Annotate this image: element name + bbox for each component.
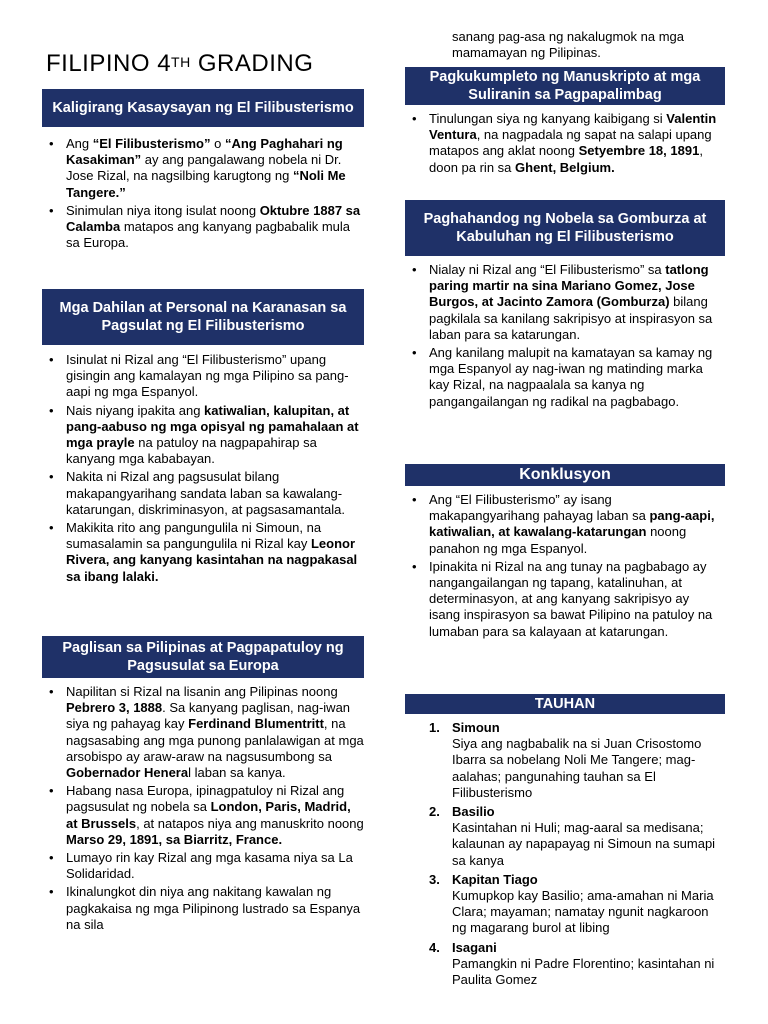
section-heading-paglisan: Paglisan sa Pilipinas at Pagpapatuloy ng Pagsusulat sa Europa [42, 636, 364, 678]
list-item: • Makikita rito ang pangungulila ni Simoun, na sumasalamin sa pangungulila ni Rizal kay Leonor Rivera, ang kanyang kasintahan na nagpakasal sa ibang lalaki. [46, 520, 364, 585]
section-heading-tauhan: TAUHAN [405, 694, 725, 714]
list-item: • Ang kanilang malupit na kamatayan sa kamay ng mga Espanyol ay nag-iwan ng matinding marka kay Rizal, na nagpaalala sa kanya ng pangangailangan ng radikal na pagbabago. [409, 345, 723, 410]
list-item: 2. Basilio Kasintahan ni Huli; mag-aaral sa medisana; kalaunan ay napapayag ni Simoun na sumapi sa kanya [429, 804, 716, 868]
list-item: • Ipinakita ni Rizal na ang tunay na pagbabago ay nangangailangan ng tapang, katalinuhan, at determinasyon, at ang kanyang sakripisyo ay isang inspirasyon sa bawat Pilipino na patuloy na lumaban para sa kalayaan at katarungan. [409, 559, 723, 640]
section-list-kaligiran [46, 136, 362, 253]
section-heading-kaligiran: Kaligirang Kasaysayan ng El Filibusterismo [42, 89, 364, 127]
list-item: • Sinimulan niya itong isulat noong Oktubre 1887 sa Calamba matapos ang kanyang pagbabalik mula sa Europa. [46, 203, 362, 252]
list-item: 1. Simoun Siya ang nagbabalik na si Juan Crisostomo Ibarra sa nobelang Noli Me Tangere; mag-aalahas; pangunahing tauhan sa El Filibusterismo [429, 720, 702, 800]
list-item: • Nais niyang ipakita ang katiwalian, kalupitan, at pang-aabuso ng mga opisyal ng pamahalaan at mga prayle na patuloy na nagpapahirap sa kanyang mga kababayan. [46, 403, 364, 468]
list-item: • Nialay ni Rizal ang “El Filibusterismo” sa tatlong paring martir na sina Mariano Gomez, Jose Burgos, at Jacinto Zamora (Gomburza) bilang pagkilala sa kanilang sakripisyo at inspirasyon sa laban para sa katarungan. [409, 262, 723, 343]
section-list-paglisan [46, 684, 364, 935]
list-item: • Ikinalungkot din niya ang nakitang kawalan ng pagkakaisa ng mga Pilipinong lustrado sa Espanya na sila [46, 884, 364, 933]
list-item: • Ang “El Filibusterismo” o “Ang Paghahari ng Kasakiman” ay ang pangalawang nobela ni Dr. Jose Rizal, na nagsilbing karugtong ng “Noli Me Tangere.” [46, 136, 362, 201]
list-item: • Isinulat ni Rizal ang “El Filibusterismo” upang gisingin ang kamalayan ng mga Pilipino sa pang-aapi ng mga Espanyol. [46, 352, 364, 401]
section-heading-paghahandog: Paghahandog ng Nobela sa Gomburza at Kabuluhan ng El Filibusterismo [405, 200, 725, 256]
list-item: • Tinulungan siya ng kanyang kaibigang si Valentin Ventura, na nagpadala ng sapat na salapi upang matapos ang aklat noong Setyembre 18, 1891, doon pa rin sa Ghent, Belgium. [409, 111, 723, 176]
section-heading-konklusyon: Konklusyon [405, 464, 725, 486]
list-item: • Napilitan si Rizal na lisanin ang Pilipinas noong Pebrero 3, 1888. Sa kanyang paglisan, nag-iwan siya ng pahayag kay Ferdinand Blumentritt, na nagsasabing ang mga punong panlalawigan at mga arsobispo ay araw-araw na nagsusumbong sa Gobernador Heneral laban sa kanya. [46, 684, 364, 781]
list-item: 4. Isagani Pamangkin ni Padre Florentino; kasintahan ni Paulita Gomez [429, 939, 715, 988]
section-list-pagkukumpleto [409, 111, 723, 178]
title-main: FILIPINO 4 [46, 50, 172, 77]
title-rest: GRADING [190, 50, 314, 77]
section-heading-dahilan: Mga Dahilan at Personal na Karanasan sa Pagsulat ng El Filibusterismo [42, 289, 364, 345]
section-list-paghahandog [409, 262, 723, 412]
continued-text: sanang pag-asa ng nakalugmok na mga mamamayan ng Pilipinas. [452, 29, 684, 61]
section-list-dahilan [46, 352, 364, 587]
section-heading-pagkukumpleto: Pagkukumpleto ng Manuskripto at mga Suliranin sa Pagpapalimbag [405, 67, 725, 105]
list-item: • Nakita ni Rizal ang pagsusulat bilang makapangyarihang sandata laban sa kawalang-katarungan, diskriminasyon, at pagsasamantala. [46, 469, 364, 518]
list-item: 3. Kapitan Tiago Kumupkop kay Basilio; ama-amahan ni Maria Clara; mayaman; namatay ngunit nagkaroon ng magarang burol at libing [429, 871, 714, 936]
title-superscript: TH [171, 54, 191, 70]
character-list [405, 720, 723, 991]
list-item: • Ang “El Filibusterismo” ay isang makapangyarihang pahayag laban sa pang-aapi, katiwalian, at kawalang-katarungan noong panahon ng mga Espanyol. [409, 492, 723, 557]
list-item: • Lumayo rin kay Rizal ang mga kasama niya sa La Solidaridad. [46, 850, 364, 882]
list-item: • Habang nasa Europa, ipinagpatuloy ni Rizal ang pagsusulat ng nobela sa London, Paris, Madrid, at Brussels, at natapos niya ang manuskrito noong Marso 29, 1891, sa Biarritz, France. [46, 783, 364, 848]
page-title [46, 50, 313, 78]
section-list-konklusyon [409, 492, 723, 642]
